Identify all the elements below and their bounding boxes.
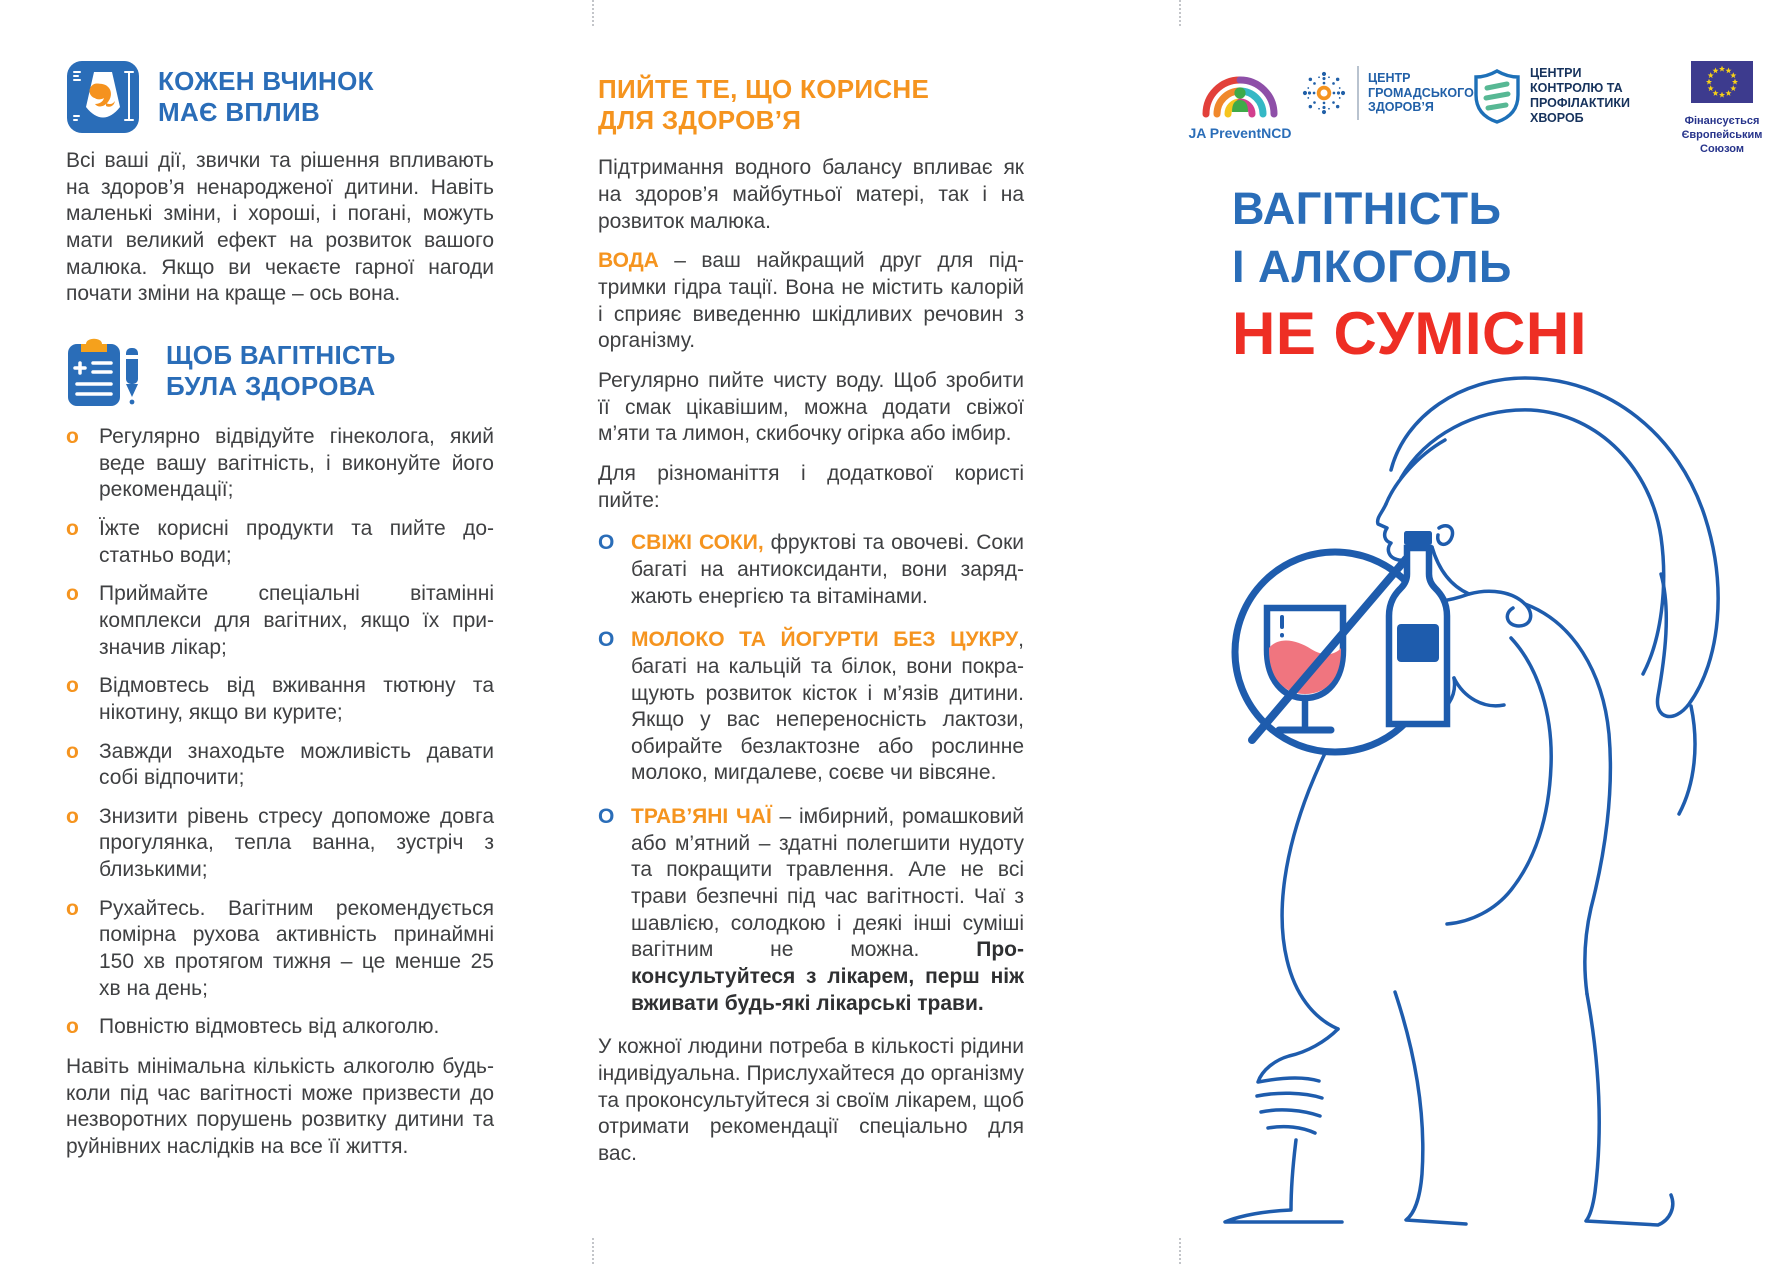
doctor-warning-bold: Проконсультуйтеся з лікарем, перш ніж вживати будь-які лікарські трави. bbox=[631, 938, 1024, 1015]
logo-label: ЦЕНТРИ КОНТРОЛЮ ТА ПРОФІЛАКТИКИ ХВОРОБ bbox=[1530, 66, 1630, 125]
eu-flag-logo bbox=[1674, 60, 1770, 156]
cover-title-line1: ВАГІТНІСТЬ bbox=[1232, 183, 1502, 234]
water-lead: ВОДА bbox=[598, 249, 659, 273]
cover-title bbox=[1232, 180, 1587, 368]
bullet-marker: o bbox=[66, 804, 79, 828]
list-item bbox=[66, 581, 494, 661]
cover-title-line2: І АЛКОГОЛЬ bbox=[1232, 240, 1512, 292]
shield-icon bbox=[1474, 68, 1520, 124]
list-item bbox=[66, 424, 494, 504]
list-item-text: Відмовтесь від вживання тютюну та нікотину, якщо ви курите; bbox=[99, 674, 494, 724]
list-item bbox=[66, 1014, 494, 1041]
healthy-pregnancy-list bbox=[66, 424, 494, 1041]
bullet-marker: o bbox=[66, 739, 79, 763]
bullet-marker: o bbox=[66, 424, 79, 448]
bullet-marker: o bbox=[66, 1015, 79, 1039]
logo-strip bbox=[1188, 58, 1770, 168]
no-alcohol-icon bbox=[1235, 531, 1447, 752]
drink-rest: , багаті на кальцій та білок, вони покращують розвиток кісток і м’язів дитини. Якщо у вас непереносність лактози, обирайте безлактозне або рослинне молоко, мигдалеве, соєве чи вівсяне. bbox=[631, 628, 1024, 785]
drink-lead: ТРАВ’ЯНІ ЧАЇ bbox=[631, 805, 772, 829]
water-text bbox=[598, 248, 1024, 355]
section-header-impact bbox=[66, 60, 494, 134]
section-title-healthy-pregnancy bbox=[166, 340, 396, 401]
ultrasound-icon bbox=[66, 60, 140, 134]
list-item-text: Повністю відмовтесь від алкоголю. bbox=[99, 1015, 440, 1039]
cover-title-line3: НЕ СУМІСНІ bbox=[1232, 300, 1587, 368]
ja-preventncd-icon bbox=[1192, 62, 1288, 118]
title-line: МАЄ ВПЛИВ bbox=[158, 97, 321, 127]
fold-mark bbox=[592, 1238, 594, 1264]
clipboard-pen-icon bbox=[66, 334, 148, 408]
list-item bbox=[598, 627, 1024, 787]
bullet-marker: O bbox=[598, 805, 615, 829]
individual-need-text: У кожної людини потреба в кількості рідини індивідуальна. Прислухайтеся до організму та проконсультуйтеся зі своїм лікарем, щоб отримати рекомендації спеціально для вас. bbox=[598, 1035, 1024, 1165]
title-line: ЩОБ ВАГІТНІСТЬ bbox=[166, 340, 396, 371]
list-item-text: Завжди знаходьте можливість давати собі відпочити; bbox=[99, 739, 494, 790]
list-item bbox=[66, 516, 494, 569]
list-item bbox=[598, 530, 1024, 610]
list-item-text: Знизити рівень стресу допоможе довга прогулянка, тепла ванна, зустріч з близькими; bbox=[99, 804, 494, 882]
hydration-intro-text: Підтримання водного балансу впливає як на здоров’я майбутньої матері, так і на розвиток малюка. bbox=[598, 156, 1024, 233]
fold-mark bbox=[1179, 0, 1181, 26]
ja-preventncd-logo bbox=[1188, 62, 1292, 141]
pregnant-woman-illustration bbox=[1095, 352, 1767, 1257]
water-rest: – ваш найкращий друг для підтримки гідра тації. Вона не містить калорій і сприяє виведенню шкідливих речовин з організму. bbox=[598, 249, 1024, 353]
logo-label: JA PreventNCD bbox=[1188, 125, 1292, 141]
drink-rest: – імбирний, ромашковий або м’ятний – здатні полегшити нудоту та покращити травлення. Але не всі трави безпечні під час вагітності. Чаї з шавлією, солодкою і деякі інші суміші вагітним не можна. bbox=[631, 805, 1025, 962]
list-item bbox=[66, 673, 494, 726]
drinks-list bbox=[598, 530, 1024, 1017]
list-item bbox=[598, 804, 1024, 1017]
public-health-center-logo bbox=[1300, 64, 1474, 122]
drink-rest: фруктові та овочеві. Соки багаті на антиоксиданти, вони заряджають енергією та вітамінами. bbox=[631, 531, 1024, 608]
bullet-marker: o bbox=[66, 674, 79, 698]
title-line: ДЛЯ ЗДОРОВ’Я bbox=[598, 104, 802, 135]
title-line: КОЖЕН ВЧИНОК bbox=[158, 66, 374, 97]
section-title-impact bbox=[158, 66, 374, 127]
list-item-text: Регулярно відвідуйте гінеколога, який веде вашу вагітність, і виконуйте його рекомендації; bbox=[99, 424, 494, 502]
variety-intro-text: Для різноманіття і додаткової користі пийте: bbox=[598, 461, 1024, 512]
eu-flag-icon bbox=[1690, 60, 1754, 104]
alcohol-warning-text: Навіть мінімальна кількість алкоголю будь-коли під час вагітності може призвести до незворотних порушень розвитку дитини та руйнівних наслідків на все її життя. bbox=[66, 1055, 494, 1159]
line-art-woman bbox=[1225, 378, 1718, 1225]
list-item-text: Приймайте спеціальні вітамінні комплекси для вагітних, якщо їх призначив лікар; bbox=[99, 582, 494, 659]
clean-water-text: Регулярно пийте чисту воду. Щоб зробити її смак цікавішим, можна додати свіжої м’яти та лимон, скибочку огірка або імбир. bbox=[598, 368, 1024, 446]
bottle-label bbox=[1397, 624, 1439, 662]
logo-label: ЦЕНТР ГРОМАДСЬКОГО ЗДОРОВ’Я bbox=[1368, 70, 1474, 115]
list-item bbox=[66, 896, 494, 1003]
bullet-marker: O bbox=[598, 531, 615, 555]
bullet-marker: o bbox=[66, 896, 79, 920]
impact-body-text: Всі ваші дії, звички та рішення впливають на здоров’я ненародженої дитини. Навіть маленькі зміни, і хороші, і погані, можуть мати великий ефект на розвиток вашого малюка. Якщо ви чекаєте гарної нагоди почати зміни на краще – ось вона. bbox=[66, 149, 494, 306]
list-item bbox=[66, 739, 494, 792]
list-item-text: Рухайтесь. Вагітним рекомендується помірна рухова активність принаймні 150 хв протягом тижня – це менше 25 хв на день; bbox=[99, 896, 494, 1000]
phc-dots-icon bbox=[1300, 64, 1348, 122]
panel-drink-healthy bbox=[598, 60, 1024, 1181]
panel-every-action bbox=[66, 60, 494, 1174]
title-line: БУЛА ЗДОРОВА bbox=[166, 370, 376, 401]
disease-control-centers-logo bbox=[1474, 66, 1660, 126]
logo-label: Фінансується Європейським Союзом bbox=[1681, 115, 1763, 155]
fold-mark bbox=[592, 0, 594, 26]
bullet-marker: o bbox=[66, 582, 79, 606]
drink-lead: МОЛОКО ТА ЙОГУРТИ БЕЗ ЦУКРУ bbox=[631, 628, 1019, 652]
section-title-drink-healthy bbox=[598, 74, 1024, 135]
logo-divider bbox=[1357, 66, 1359, 120]
bullet-marker: o bbox=[66, 516, 79, 540]
bullet-marker: O bbox=[598, 628, 615, 652]
title-line: ПИЙТЕ ТЕ, ЩО КОРИСНЕ bbox=[598, 74, 930, 104]
drink-lead: СВІЖІ СОКИ, bbox=[631, 531, 764, 555]
list-item bbox=[66, 804, 494, 884]
list-item-text: Їжте корисні продукти та пийте достатньо води; bbox=[99, 516, 494, 567]
section-header-healthy-pregnancy bbox=[66, 334, 494, 408]
